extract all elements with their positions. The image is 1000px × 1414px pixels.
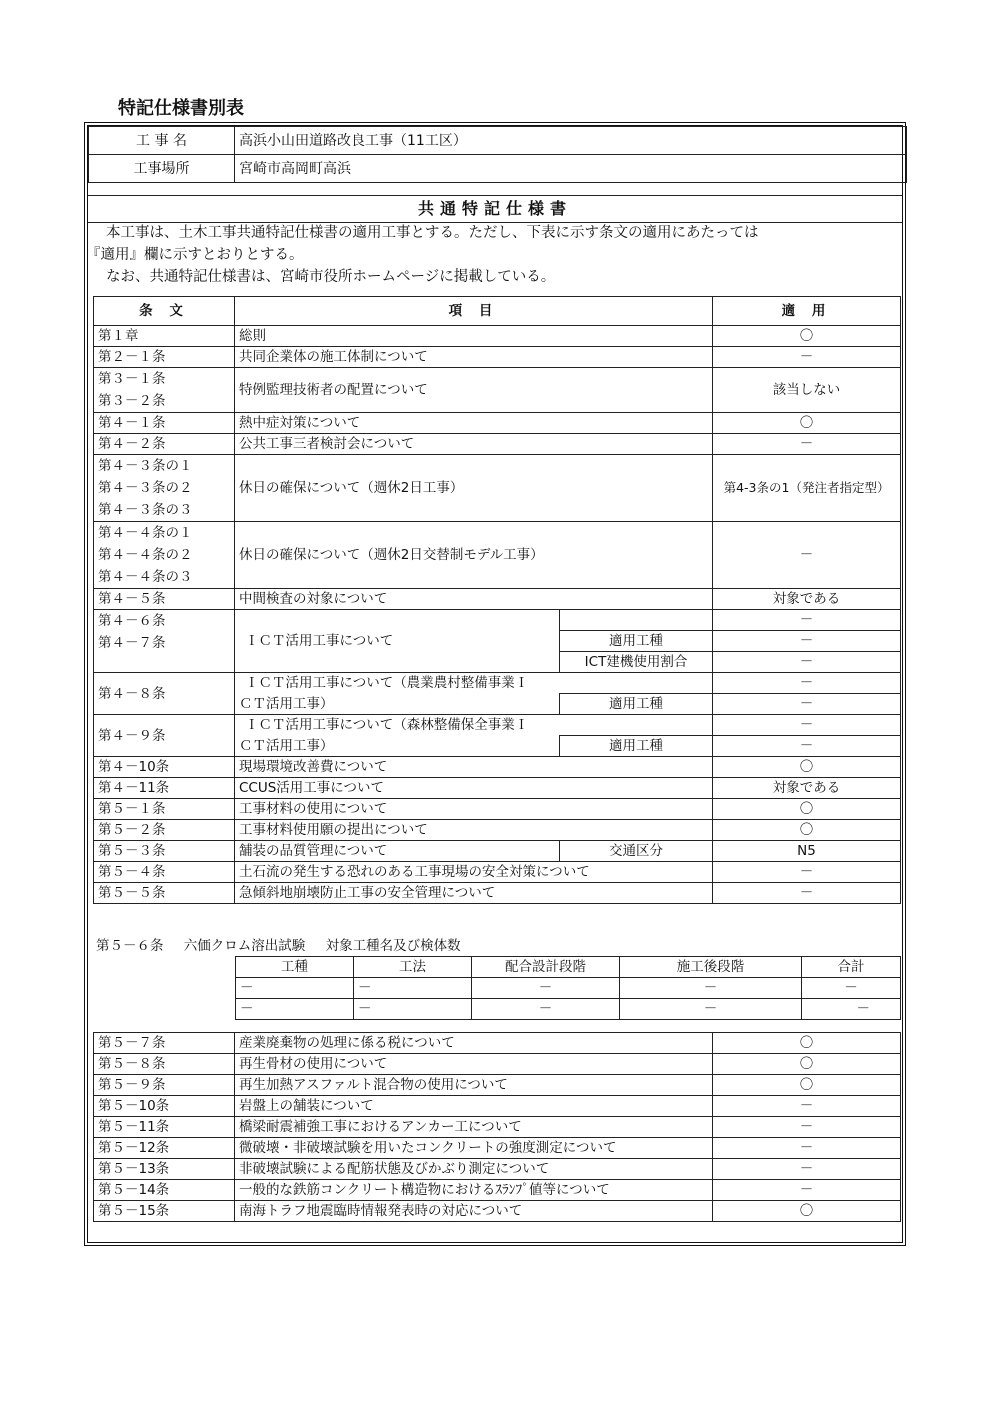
header-apply: 適 用 — [713, 297, 901, 326]
apply-cell: 対象である — [713, 589, 901, 610]
article-line: 第３－１条 — [98, 371, 166, 387]
item-cell: 岩盤上の舗装について — [235, 1096, 713, 1117]
chromium-row — [236, 978, 901, 999]
table-row — [94, 778, 901, 799]
apply-cell: － — [713, 1138, 901, 1159]
item-cell: 非破壊試験による配筋状態及びかぶり測定について — [235, 1159, 713, 1180]
apply-cell: 該当しない — [713, 368, 901, 413]
article-cell: 第４－８条 — [94, 673, 235, 715]
table-row — [94, 673, 901, 694]
article-cell: 第５－12条 — [94, 1138, 235, 1159]
article-line: 第４－４条の３ — [98, 569, 193, 585]
article-cell: 第５－８条 — [94, 1054, 235, 1075]
table-row — [94, 1054, 901, 1075]
chromium-cell: － — [472, 999, 620, 1020]
table-row — [94, 522, 901, 589]
chromium-cell: － — [620, 978, 802, 999]
article-cell: 第５－７条 — [94, 1033, 235, 1054]
apply-cell: 〇 — [713, 1054, 901, 1075]
apply-cell: N5 — [713, 841, 901, 862]
col-header: 配合設計段階 — [472, 957, 620, 978]
chromium-cell: － — [236, 978, 354, 999]
table-row — [94, 715, 901, 736]
article-line: 第４－３条の３ — [98, 502, 193, 518]
header-article: 条 文 — [94, 297, 235, 326]
chromium-cell: － — [802, 978, 901, 999]
chromium-cell: － — [236, 999, 354, 1020]
project-name-label: 工 事 名 — [89, 127, 235, 155]
table-row — [94, 1180, 901, 1201]
table-row — [94, 347, 901, 368]
table-row — [94, 757, 901, 778]
apply-cell: － — [713, 694, 901, 715]
apply-cell: 〇 — [713, 326, 901, 347]
table-row — [94, 1159, 901, 1180]
article-cell: 第５－９条 — [94, 1075, 235, 1096]
sub-item-cell: 適用工種 — [560, 694, 713, 715]
spec-table — [93, 296, 901, 904]
item-cell: CCUS活用工事について — [235, 778, 713, 799]
apply-cell: － — [713, 631, 901, 652]
project-location-value: 宮崎市高岡町高浜 — [235, 155, 907, 183]
article-cell: 第５－４条 — [94, 862, 235, 883]
article-cell: 第４－11条 — [94, 778, 235, 799]
chromium-test-heading — [96, 934, 477, 954]
article-cell: 第５－15条 — [94, 1201, 235, 1222]
apply-cell: － — [713, 1096, 901, 1117]
chromium-article: 第５－６条 — [96, 938, 164, 954]
intro-text — [86, 222, 886, 288]
item-cell: ＩＣＴ活用工事について — [235, 610, 560, 673]
chromium-subtitle: 対象工種名及び検体数 — [325, 938, 461, 954]
table-row — [94, 862, 901, 883]
item-cell: 一般的な鉄筋コンクリート構造物におけるｽﾗﾝﾌﾟ値等について — [235, 1180, 713, 1201]
blank-sub-cell — [560, 610, 713, 631]
apply-cell: － — [713, 1159, 901, 1180]
table-row — [94, 1075, 901, 1096]
item-cell: 工事材料の使用について — [235, 799, 713, 820]
table-row — [94, 455, 901, 522]
article-cell: 第５－５条 — [94, 883, 235, 904]
item-cell: 橋梁耐震補強工事におけるアンカー工について — [235, 1117, 713, 1138]
table-row — [94, 434, 901, 455]
article-cell — [94, 610, 235, 673]
article-cell: 第４－１条 — [94, 413, 235, 434]
project-name-row — [89, 127, 907, 155]
article-cell: 第５－11条 — [94, 1117, 235, 1138]
apply-cell: 対象である — [713, 778, 901, 799]
item-cell: 微破壊・非破壊試験を用いたコンクリートの強度測定について — [235, 1138, 713, 1159]
item-cell: 土石流の発生する恐れのある工事現場の安全対策について — [235, 862, 713, 883]
apply-cell: 〇 — [713, 1033, 901, 1054]
table-row — [94, 589, 901, 610]
project-name-value: 高浜小山田道路改良工事（11工区） — [235, 127, 907, 155]
article-cell: 第４－10条 — [94, 757, 235, 778]
item-cell: 再生加熱アスファルト混合物の使用について — [235, 1075, 713, 1096]
article-cell — [94, 368, 235, 413]
apply-cell: － — [713, 434, 901, 455]
project-info-table — [88, 126, 907, 183]
apply-cell: 〇 — [713, 1201, 901, 1222]
apply-cell: 〇 — [713, 820, 901, 841]
item-cell: ＩＣＴ活用工事について（森林整備保全事業Ｉ — [235, 715, 713, 736]
col-header: 工種 — [236, 957, 354, 978]
item-cell: 現場環境改善費について — [235, 757, 713, 778]
item-cell: 産業廃棄物の処理に係る税について — [235, 1033, 713, 1054]
article-cell: 第２－１条 — [94, 347, 235, 368]
article-cell: 第４－５条 — [94, 589, 235, 610]
item-cell: 休日の確保について（週休2日交替制モデル工事） — [235, 522, 713, 589]
table-row — [94, 820, 901, 841]
article-line: 第４－４条の２ — [98, 547, 193, 563]
apply-cell: － — [713, 522, 901, 589]
article-cell — [94, 455, 235, 522]
table-row — [94, 1096, 901, 1117]
table-row — [94, 413, 901, 434]
apply-cell: － — [713, 715, 901, 736]
apply-cell: 〇 — [713, 799, 901, 820]
col-header: 合計 — [802, 957, 901, 978]
sub-item-cell: 適用工種 — [560, 736, 713, 757]
item-cell: 南海トラフ地震臨時情報発表時の対応について — [235, 1201, 713, 1222]
apply-cell: － — [713, 347, 901, 368]
apply-cell: 第4-3条の1（発注者指定型） — [713, 455, 901, 522]
apply-cell: － — [713, 1180, 901, 1201]
article-line: 第４－７条 — [98, 635, 166, 651]
article-line: 第４－６条 — [98, 613, 166, 629]
section-title: 共通特記仕様書 — [88, 195, 902, 223]
apply-cell: － — [713, 1117, 901, 1138]
apply-cell: － — [713, 652, 901, 673]
chromium-title: 六価クロム溶出試験 — [183, 938, 306, 954]
chromium-cell: － — [472, 978, 620, 999]
table-row — [94, 1201, 901, 1222]
item-cell: 総則 — [235, 326, 713, 347]
apply-cell: － — [713, 610, 901, 631]
spec-table-continued — [93, 1032, 901, 1222]
chromium-row — [236, 999, 901, 1020]
article-cell: 第４－９条 — [94, 715, 235, 757]
item-cell: 舗装の品質管理について — [235, 841, 560, 862]
item-cell: 共同企業体の施工体制について — [235, 347, 713, 368]
article-cell: 第５－２条 — [94, 820, 235, 841]
article-cell: 第５－14条 — [94, 1180, 235, 1201]
article-line: 第３－２条 — [98, 393, 166, 409]
item-cell: ＩＣＴ活用工事について（農業農村整備事業Ｉ — [235, 673, 713, 694]
apply-cell: 〇 — [713, 1075, 901, 1096]
article-line: 第４－３条の２ — [98, 480, 193, 496]
sub-item-cell: 交通区分 — [560, 841, 713, 862]
article-line: 第４－３条の１ — [98, 458, 193, 474]
project-location-row — [89, 155, 907, 183]
item-cell: 工事材料使用願の提出について — [235, 820, 713, 841]
table-row — [94, 610, 901, 631]
chromium-header-row — [236, 957, 901, 978]
sub-item-cell: ICT建機使用割合 — [560, 652, 713, 673]
article-cell — [94, 522, 235, 589]
article-cell: 第１章 — [94, 326, 235, 347]
page-title: 特記仕様書別表 — [118, 98, 244, 119]
item-cell: 熱中症対策について — [235, 413, 713, 434]
apply-cell: － — [713, 862, 901, 883]
article-cell: 第５－10条 — [94, 1096, 235, 1117]
item-cell: 中間検査の対象について — [235, 589, 713, 610]
apply-cell: 〇 — [713, 757, 901, 778]
item-cell: 特例監理技術者の配置について — [235, 368, 713, 413]
intro-line-2: 『適用』欄に示すとおりとする。 — [86, 247, 304, 263]
table-row — [94, 1033, 901, 1054]
table-row — [94, 883, 901, 904]
article-cell: 第５－１条 — [94, 799, 235, 820]
item-cell: 急傾斜地崩壊防止工事の安全管理について — [235, 883, 713, 904]
article-cell: 第４－２条 — [94, 434, 235, 455]
item-cell: 休日の確保について（週休2日工事） — [235, 455, 713, 522]
table-row — [94, 841, 901, 862]
table-row — [94, 1117, 901, 1138]
article-line: 第４－４条の１ — [98, 525, 193, 541]
chromium-cell: － — [354, 999, 472, 1020]
table-row — [94, 368, 901, 413]
spec-table-header — [94, 297, 901, 326]
intro-line-3: なお、共通特記仕様書は、宮崎市役所ホームページに掲載している。 — [106, 269, 556, 285]
header-item: 項 目 — [235, 297, 713, 326]
chromium-cell: － — [354, 978, 472, 999]
article-cell: 第５－３条 — [94, 841, 235, 862]
col-header: 工法 — [354, 957, 472, 978]
table-row — [94, 799, 901, 820]
item-cell: 再生骨材の使用について — [235, 1054, 713, 1075]
apply-cell: － — [713, 883, 901, 904]
chromium-cell: － — [802, 999, 901, 1020]
intro-line-1: 本工事は、土木工事共通特記仕様書の適用工事とする。ただし、下表に示す条文の適用にあたっては — [106, 225, 759, 241]
project-location-label: 工事場所 — [89, 155, 235, 183]
chromium-test-table — [235, 956, 901, 1020]
item-cell: 公共工事三者検討会について — [235, 434, 713, 455]
col-header: 施工後段階 — [620, 957, 802, 978]
article-cell: 第５－13条 — [94, 1159, 235, 1180]
sub-item-cell: 適用工種 — [560, 631, 713, 652]
apply-cell: 〇 — [713, 413, 901, 434]
table-row — [94, 326, 901, 347]
item-cell: ＣＴ活用工事） — [235, 694, 560, 715]
apply-cell: － — [713, 673, 901, 694]
chromium-cell: － — [620, 999, 802, 1020]
table-row — [94, 1138, 901, 1159]
apply-cell: － — [713, 736, 901, 757]
item-cell: ＣＴ活用工事） — [235, 736, 560, 757]
